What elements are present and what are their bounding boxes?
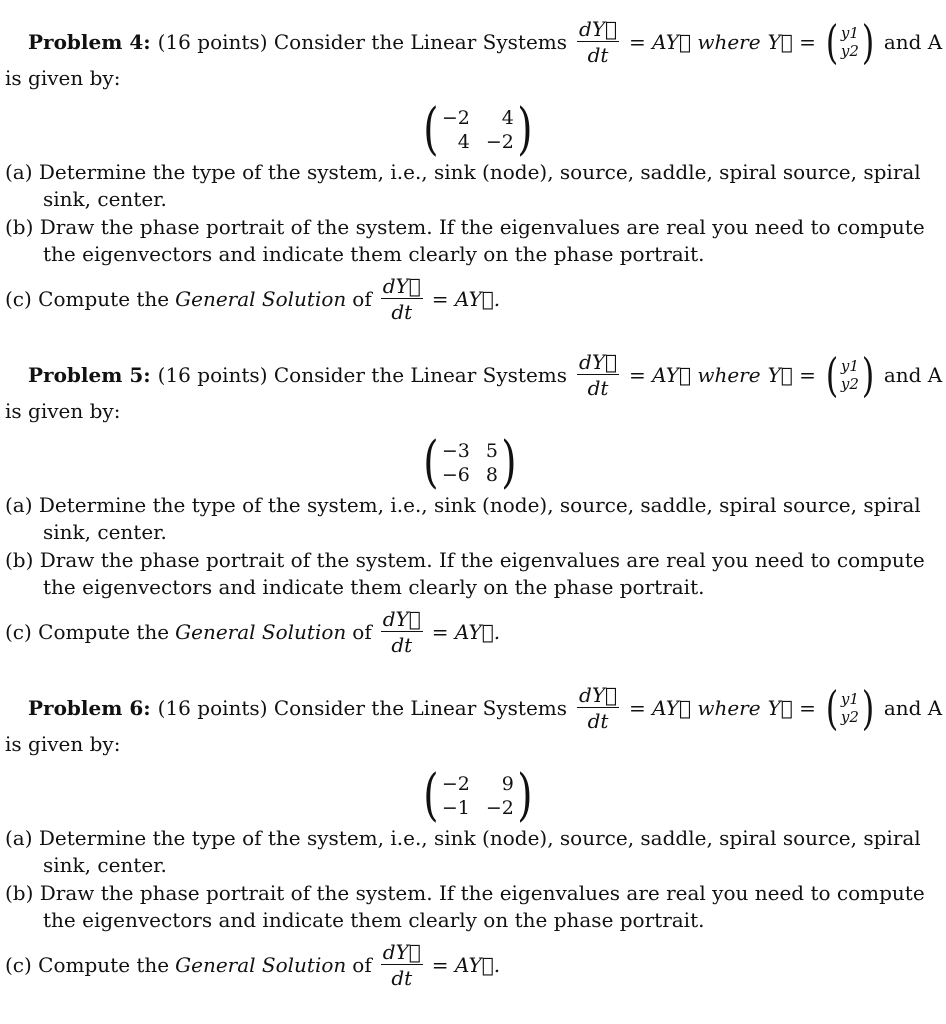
matrix-A: ( −3 5 −6 8 ) (423, 430, 517, 495)
problem-4: Problem 4: (16 points) Consider the Linear Systems $\frac{dY⃗}{dt}$ = AY⃗ where Y⃗ = ( y1 y2 ) and A is given by: ( −2 4 4 −2 ) (a) Determine the type of the system, i.e., sink (node), source, saddle, spiral source, spiral sink, center. (b) Draw the phase portrait of the system. If the eigenvalues are real you need to compute the eigenvectors and indicate them clearly on the phase portrait. (c) Compute the General Solution of $\frac{dY⃗}{dt}$ = AY⃗. (0, 6, 946, 336)
problem-header: Problem 5: (16 points) Consider the Linear Systems $\frac{dY⃗}{dt}$ = AY⃗ where Y⃗ = ( y1 y2 ) and A (28, 348, 943, 402)
problem-5: Problem 5: (16 points) Consider the Linear Systems $\frac{dY⃗}{dt}$ = AY⃗ where Y⃗ = ( y1 y2 ) and A is given by: ( −3 5 −6 8 ) (a) Determine the type of the system, i.e., sink (node), source, saddle, spiral source, spiral sink, center. (b) Draw the phase portrait of the system. If the eigenvalues are real you need to compute the eigenvectors and indicate them clearly on the phase portrait. (c) Compute the General Solution of $\frac{dY⃗}{dt}$ = AY⃗. (0, 339, 946, 669)
part-b: (b) Draw the phase portrait of the system. If the eigenvalues are real you need to compute (5, 548, 925, 572)
y-vector: ( y1 y2 ) (825, 15, 875, 69)
derivative-fraction: $\frac{dY⃗}{dt}$ (579, 17, 618, 67)
problem-title: Problem 5: (28, 363, 151, 387)
problem-header: Problem 4: (16 points) Consider the Linear Systems $\frac{dY⃗}{dt}$ = AY⃗ where Y⃗ = ( y1 y2 ) and A (28, 15, 943, 69)
y-vector: ( y1 y2 ) (825, 348, 875, 402)
part-b: (b) Draw the phase portrait of the system. If the eigenvalues are real you need to compute (5, 215, 925, 239)
part-c: (c) Compute the General Solution of $\frac{dY⃗}{dt}$ = AY⃗. (5, 274, 501, 324)
problem-title: Problem 6: (28, 696, 151, 720)
problem-title: Problem 4: (28, 30, 151, 54)
part-b: (b) Draw the phase portrait of the system. If the eigenvalues are real you need to compute (5, 881, 925, 905)
matrix-A: ( −2 4 4 −2 ) (423, 97, 533, 162)
derivative-fraction: $\frac{dY⃗}{dt}$ (579, 683, 618, 733)
y-vector: ( y1 y2 ) (825, 681, 875, 735)
part-a: (a) Determine the type of the system, i.e., sink (node), source, saddle, spiral source, spiral (5, 160, 921, 184)
given-by: is given by: (5, 66, 121, 90)
given-by: is given by: (5, 399, 121, 423)
points-text: (16 points) Consider the Linear Systems (157, 30, 568, 54)
part-c: (c) Compute the General Solution of $\frac{dY⃗}{dt}$ = AY⃗. (5, 607, 501, 657)
problem-6: Problem 6: (16 points) Consider the Linear Systems $\frac{dY⃗}{dt}$ = AY⃗ where Y⃗ = ( y1 y2 ) and A is given by: ( −2 9 −1 −2 ) (a) Determine the type of the system, i.e., sink (node), source, saddle, spiral source, spiral sink, center. (b) Draw the phase portrait of the system. If the eigenvalues are real you need to compute the eigenvectors and indicate them clearly on the phase portrait. (c) Compute the General Solution of $\frac{dY⃗}{dt}$ = AY⃗. (0, 672, 946, 1002)
part-a: (a) Determine the type of the system, i.e., sink (node), source, saddle, spiral source, spiral (5, 826, 921, 850)
given-by: is given by: (5, 732, 121, 756)
derivative-fraction: $\frac{dY⃗}{dt}$ (579, 350, 618, 400)
matrix-A: ( −2 9 −1 −2 ) (423, 763, 533, 828)
part-a: (a) Determine the type of the system, i.e., sink (node), source, saddle, spiral source, spiral (5, 493, 921, 517)
part-c: (c) Compute the General Solution of $\frac{dY⃗}{dt}$ = AY⃗. (5, 940, 501, 990)
problem-header: Problem 6: (16 points) Consider the Linear Systems $\frac{dY⃗}{dt}$ = AY⃗ where Y⃗ = ( y1 y2 ) and A (28, 681, 943, 735)
